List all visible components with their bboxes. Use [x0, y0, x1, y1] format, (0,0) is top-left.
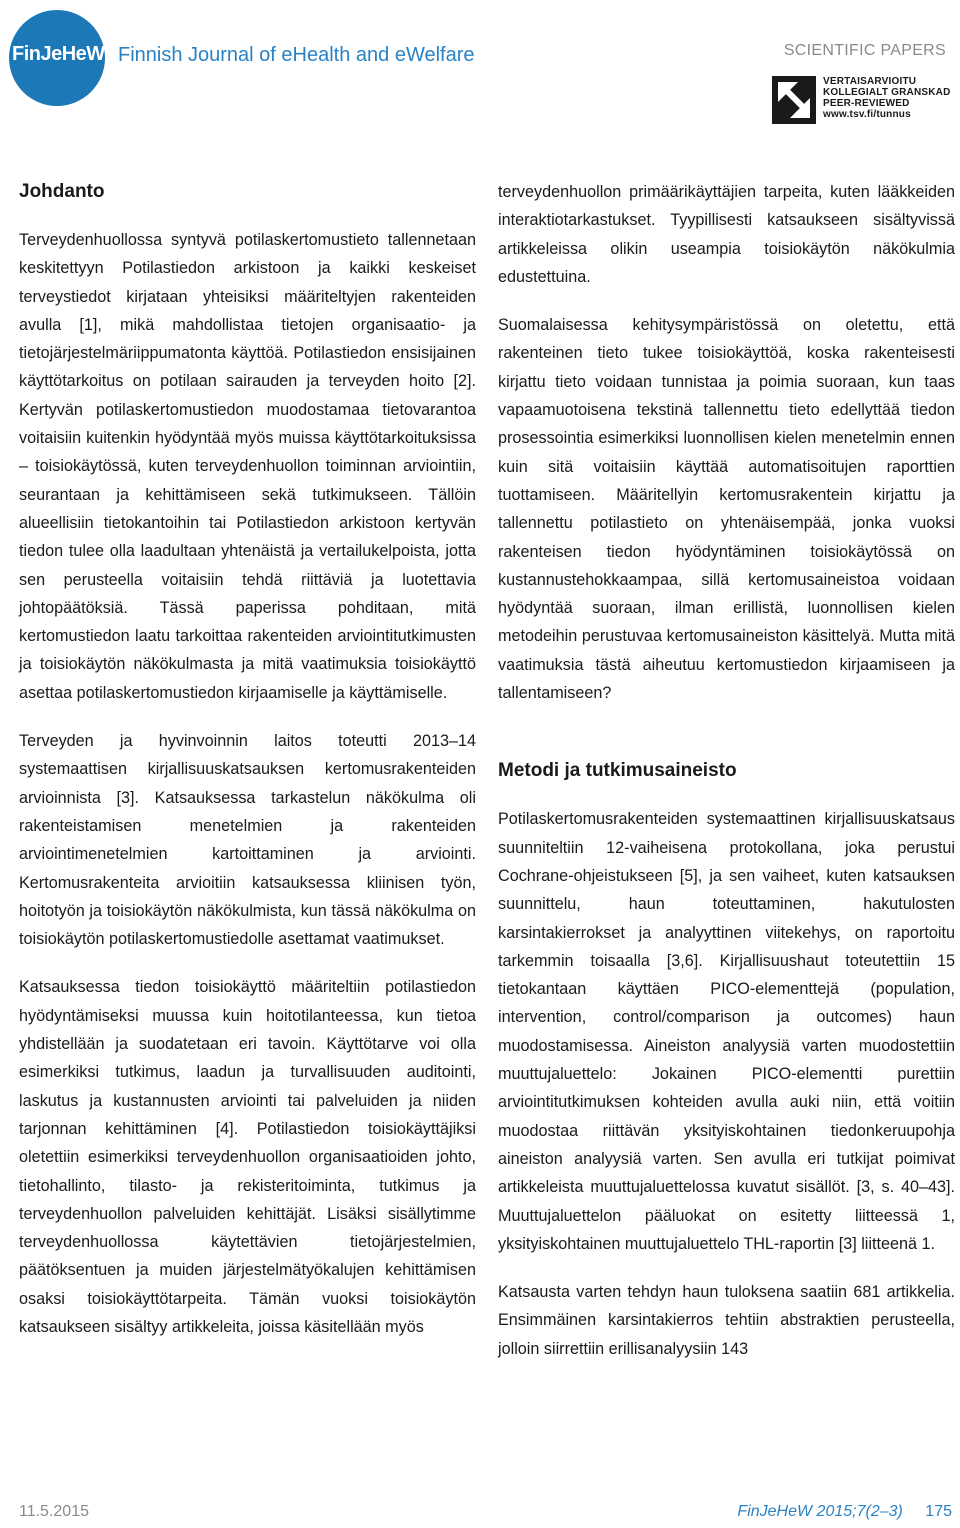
peer-review-badge [772, 74, 960, 130]
peer-review-text [823, 76, 951, 120]
section-heading-metodi: Metodi ja tutkimusaineisto [498, 760, 737, 782]
paragraph: terveydenhuollon primäärikäyttäjien tarpeita, kuten lääkkeiden interaktiotarkastukset. Tyypillisesti katsaukseen sisältyvissä artikkeleissa olikin useampia toisiokäytön näkökulmia edustettuina. [498, 183, 955, 286]
section-label: SCIENTIFIC PAPERS [783, 42, 946, 59]
peer-review-line-sv: KOLLEGIALT GRANSKAD [823, 87, 951, 98]
paragraph: Terveyden ja hyvinvoinnin laitos toteutti 2013–14 systemaattisen kirjallisuuskatsauksen kertomusrakenteiden arvioinnista [3]. Katsauksessa tarkastelun näkökulma oli rakenteistamisen menetelmien ja rakenteiden arviointimenetelmien kartoittaminen ja arviointi. Kertomusrakenteita arvioitiin katsauksessa kliinisen työn, hoitotyön ja toisiokäytön näkökulmista, kun tässä näkökulma on toisiokäytön potilaskertomustiedolle asettamat vaatimukset. [19, 732, 476, 949]
paragraph: Katsauksessa tiedon toisiokäyttö määriteltiin potilastiedon hyödyntämiseksi muussa kuin hoitotilanteessa, kun tietoa yhdistellään ja suodatetaan eri tavoin. Käyttötarve voi olla esimerkiksi tutkimus, laadun ja turvallisuuden auditointi, laskutus ja kustannusten arviointi tai palveluiden ja niiden tarjonnan kehittäminen [4]. Potilastiedon toisiokäyttäjiksi oletettiin esimerkiksi terveydenhuollon organisaatioiden johto, tietohallinto, tilasto- ja rekisteritoiminta, tutkimus ja terveydenhuollon palveluiden kehittäjät. Lisäksi sisällytimme terveydenhuollossa käytettävien tietojärjestelmien, päätöksentuen ja muiden järjestelmätyökalujen kehittämisen osaksi toisiokäyttötarpeita. Tämän vuoksi toisiokäytön katsaukseen sisältyy artikkeleita, joissa käsitellään myös [19, 978, 476, 1336]
paragraph: Suomalaisessa kehitysympäristössä on oletettu, että rakenteinen tieto tukee toisiokäyttöä, koska rakenteisesti kirjattu tieto voidaan tunnistaa ja poimia suoraan, kun taas vapaamuotoisena tekstinä tallennettu tieto edellyttää tiedon prosessointia esimerkiksi luonnollisen kielen menetelmin ennen kuin sitä voitaisiin käyttää automatisoitujen raporttien tuottamiseen. Määritellyin kertomusrakentein kirjattu ja tallennettu potilastieto on yhtenäisempää, jonka vuoksi rakenteisen tiedon hyödyntäminen toisiokäytössä on kustannustehokkaampaa, sillä kertomusaineistoa voidaan hyödyntää suoraan, ilman erillistä, luonnollisen kielen metodeihin perustuvaa kertomusaineiston käsittelyä. Mutta mitä vaatimuksia tästä aiheutuu kertomustiedon kirjaamiseen ja tallentamiseen? [498, 316, 955, 703]
journal-name: Finnish Journal of eHealth and eWelfare [118, 44, 475, 66]
paragraph: Potilaskertomusrakenteiden systemaattinen kirjallisuuskatsaus suunniteltiin 12-vaiheisena protokollana, joka perustui Cochrane-ohjeistukseen [5], ja sen vaiheet, kuten katsauksen suunnittelu, haun toteuttaminen, hakutulosten karsintakierrokset ja analyyttinen viitekehys, on raportoitu tarkemmin toisaalla [3,6]. Kirjallisuushaut toteutettiin 15 tietokantaan käyttäen PICO-elementtejä (population, intervention, control/comparison ja outcomes) haun muodostamisessa. Aineiston analyysiä varten muodostettiin muuttujaluettelo: Jokainen PICO-elementti purettiin arviointitutkimuksen kohteiden avulla auki niin, että voitiin muodostaa riittävän yksityiskohtainen tiedonkeruupohja aineiston analyysiä varten. Sen avulla eri tutkijat poimivat artikkeleista muuttujaluettelossa kuvatut sisällöt. [3, s. 40–43]. Muuttujaluettelon pääluokat on esitetty liitteessä 1, yksityiskohtainen muuttujaluettelo THL-raportin [3] liitteenä 1. [498, 810, 955, 1253]
section-heading-johdanto: Johdanto [19, 181, 105, 202]
journal-citation: FinJeHeW 2015;7(2–3) [737, 1503, 903, 1520]
paragraph: Katsausta varten tehdyn haun tuloksena saatiin 681 artikkelia. Ensimmäinen karsintakierros tehtiin abstraktien perusteella, jolloin siirrettiin erillisanalyysiin 143 [498, 1283, 955, 1358]
page-number: 175 [925, 1503, 952, 1520]
peer-review-line-fi: VERTAISARVIOITU [823, 76, 917, 87]
peer-review-mark-icon [772, 76, 816, 124]
peer-review-line-en: PEER-REVIEWED [823, 98, 910, 109]
footer-citation [737, 1503, 952, 1521]
peer-review-url: www.tsv.fi/tunnus [823, 109, 911, 120]
publication-date: 11.5.2015 [19, 1503, 89, 1520]
paragraph: Terveydenhuollossa syntyvä potilaskertomustieto tallennetaan keskitettyyn Potilastiedon arkistoon ja kaikki keskeiset terveystiedot kirjataan yhteisiksi määriteltyjen rakenteiden avulla [1], mikä mahdollistaa tietojen organisaatio- ja tietojärjestelmäriippumatonta käyttöä. Potilastiedon ensisijainen käyttötarkoitus on potilaan sairauden ja terveyden hoito [2]. Kertyvän potilaskertomustiedon muodostamaa tietovarantoa voitaisiin kuitenkin hyödyntää myös muissa käyttötarkoituksissa – toisiokäytössä, kuten terveydenhuollon toiminnan arviointiin, seurantaan ja kehittämiseen sekä tutkimukseen. Tällöin alueellisiin tietokantoihin tai Potilastiedon arkistoon kertyvän tiedon tulee olla laadultaan yhtenäistä ja vertailukelpoista, jotta sen perusteella voitaisiin tehdä riittäviä ja luotettavia johtopäätöksiä. Tässä paperissa pohditaan, mitä kertomustiedon laatu tarkoittaa rakenteiden arviointitutkimusten ja toisiokäytön näkökulmasta ja mitä vaatimuksia toisiokäyttö asettaa potilaskertomustiedon kirjaamiselle ja käyttämiselle. [19, 231, 476, 702]
logo-text: FinJeHeW [12, 43, 105, 65]
left-column [19, 178, 476, 1361]
right-column [498, 178, 955, 1383]
